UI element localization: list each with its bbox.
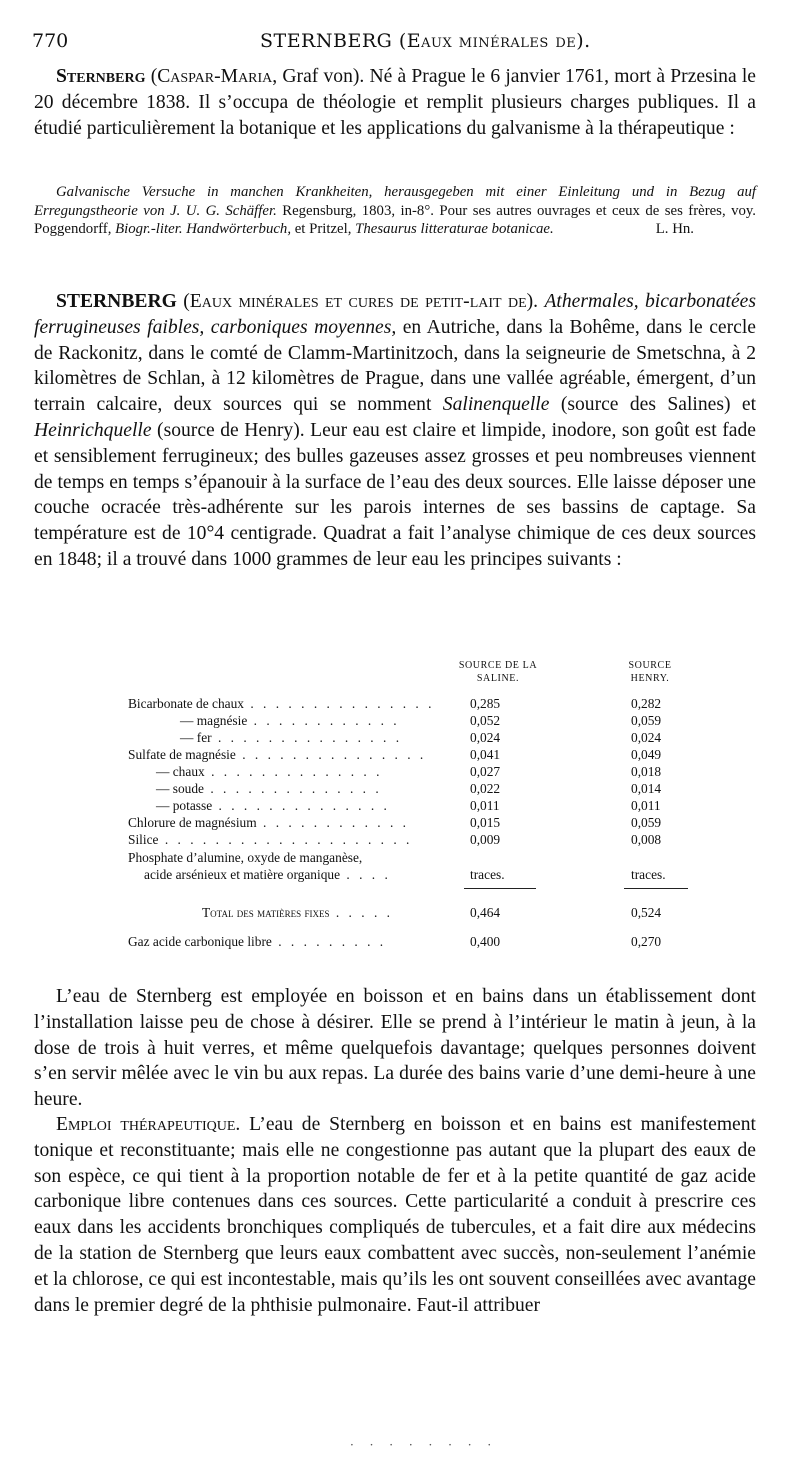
row-value-henry: 0,049 [631,747,662,762]
entry-biography-text: Graf von). Né à Prague le 6 janvier 1761, mort à Przesina le 20 décembre 1838. Il s’occupa de théologie et remplit plusieurs charges publiques. Il a étudié particulièrement la botanique et les applications du galvanisme à la thérapeutique : [34,66,756,139]
therapy-label: Emploi thérapeutique. [56,1114,241,1135]
table-row [128,747,688,764]
row-label: — potasse . . . . . . . . . . . . . . [156,798,390,813]
entry-2-text-2: (source des Salines) et [549,394,757,416]
table-row-phosphate [128,850,688,884]
table-row [128,730,688,747]
row-label-line-2: acide arsénieux et matière organique . . . . [144,867,391,882]
source-name-salinenquelle: Salinenquelle [442,394,550,416]
row-value-henry: traces. [631,867,666,882]
row-value-henry: 0,024 [631,730,662,745]
running-title: STERNBERG (Eaux minérales de). [260,30,591,52]
table-row [128,781,688,798]
row-value-saline: 0,041 [470,747,501,762]
entry-2-text-3: (source de Henry). Leur eau est claire et limpide, inodore, son goût est fade et sensiblement ferrugineux; des bulles gazeuses assez grosses et peu nombreuses viennent de temps en temps s’épanouir à la surface de l’eau des deux sources. Elle laisse déposer une couche ocracée très-adhérente sur les parois internes de ses bassins de captage. Sa température est de 10°4 centigrade. Quadrat a fait l’analyse chimique de ces deux sources en 1848; il a trouvé dans 1000 grammes de leur eau les principes suivants : [34,419,756,570]
column-header-henry: SOURCE HENRY. [628,660,672,684]
table-row [128,815,688,832]
row-label: Bicarbonate de chaux . . . . . . . . . . . . . . . [128,696,435,711]
row-value-saline: 0,015 [470,815,501,830]
row-value-saline: 0,009 [470,832,501,847]
row-value-henry: 0,011 [631,798,661,813]
table-row [128,764,688,781]
source-name-heinrichquelle: Heinrichquelle [34,419,152,441]
total-label: Total des matières fixes . . . . . [202,905,393,920]
entry-sternberg-waters [34,289,756,573]
row-value-saline: 0,024 [470,730,501,745]
row-label: — soude . . . . . . . . . . . . . . [156,781,382,796]
entry-sternberg-biography [34,64,756,141]
row-value-henry: 0,059 [631,713,662,728]
row-value-saline: 0,011 [470,798,500,813]
therapy-text: L’eau de Sternberg en boisson et en bains est manifestement tonique et reconstituante; mais elle ne congestionne pas autant que la plupart des eaux de son espèce, ce qui tient à la proportion notable de fer et à la petite quantité de gaz acide carbonique libre contenues dans ces sources. Cette particularité a conduit à prescrire ces eaux dans les accidents bronchiques compliqués de tubercules, et a fait dire aux médecins de la station de Sternberg que leurs eaux combattent avec succès, non-seulement l’anémie et la chlorose, ce qui est incontestable, mais qu’ils les ont souvent conseillées avec avantage dans le premier degré de la phthisie pulmonaire. Faut-il attribuer [34,1114,756,1316]
bib-title: Galvanische Versuche in manchen Krankheiten, herausgegeben mit einer Einleitung und in Bezug auf Erregungstheorie von J. U. G. Schäffer. [34,184,756,219]
author-signature: L. Hn. [655,221,694,238]
row-label: — magnésie . . . . . . . . . . . . [180,713,400,728]
gas-row [128,934,688,951]
row-value-henry: 0,282 [631,696,662,711]
subtotal-rule-henry [624,888,688,889]
row-value-saline: 0,027 [470,764,501,779]
page-bottom-marks: · · · · · · · · [350,1438,498,1452]
subtotal-rule-saline [464,888,536,889]
bib-title-3: Thesaurus litteraturae botanicae. [355,221,554,238]
entry-2-classification: Athermales, bicarbonatées ferrugineuses faibles, carboniques moyennes, [34,291,756,338]
entry-given-names: (Caspar-Maria, [150,66,278,87]
row-label: Sulfate de magnésie . . . . . . . . . . . . . . . [128,747,427,762]
table-row [128,696,688,713]
page-number: 770 [32,30,69,52]
row-value-henry: 0,008 [631,832,662,847]
row-label-line-1: Phosphate d’alumine, oxyde de manganèse, [128,850,363,865]
therapy-paragraph [34,1112,756,1318]
row-label: Chlorure de magnésium . . . . . . . . . . . . [128,815,410,830]
entry-2-subtitle: (Eaux minérales et cures de petit-lait de). [183,291,539,312]
usage-paragraph: L’eau de Sternberg est employée en boisson et en bains dans un établissement dont l’installation laisse peu de chose à désirer. Elle se prend à l’intérieur le matin à jeun, à la dose de trois à huit verres, et même quelquefois davantage; quelques personnes doivent s’en servir mêlée avec le vin bu aux repas. La durée des bains varie d’une demi-heure à une heure. [34,986,756,1111]
row-value-henry: 0,059 [631,815,662,830]
table-row [128,713,688,730]
total-row [128,905,688,922]
page-header [32,30,760,60]
row-value-saline: 0,285 [470,696,501,711]
row-value-henry: 0,014 [631,781,662,796]
row-value-saline: traces. [470,867,505,882]
row-value-henry: 0,018 [631,764,662,779]
gas-value-henry: 0,270 [631,934,662,949]
bib-details: Regensburg, 1803, in-8°. Pour ses autres ouvrages et ceux de ses frères, voy. Poggendorff, [34,202,757,238]
row-value-saline: 0,022 [470,781,501,796]
row-label: Silice . . . . . . . . . . . . . . . . . . . . [128,832,413,847]
row-label: — chaux . . . . . . . . . . . . . . [156,764,383,779]
table-row [128,798,688,815]
gas-label: Gaz acide carbonique libre . . . . . . . . . [128,934,387,949]
bib-title-2: Biogr.-liter. Handwörterbuch, [115,221,292,238]
row-value-saline: 0,052 [470,713,501,728]
bibliography-note [34,183,756,239]
entry-2-text-1: en Autriche, dans la Bohême, dans le cercle de Rackonitz, dans le comté de Clamm-Martinitzoch, dans la seigneurie de Smetschna, à 2 kilomètres de Schlan, à 12 kilomètres de Prague, dans une vallée agréable, émergent, d’un terrain calcaire, deux sources qui se nomment [34,316,756,416]
row-label: — fer . . . . . . . . . . . . . . . [180,730,403,745]
column-header-saline: SOURCE DE LA SALINE. [458,660,538,684]
gas-value-saline: 0,400 [470,934,501,949]
total-value-henry: 0,524 [631,905,662,920]
entry-2-name: STERNBERG [56,291,177,312]
table-row [128,832,688,849]
total-value-saline: 0,464 [470,905,501,920]
bib-connector: et Pritzel, [291,221,356,238]
entry-name: Sternberg [56,66,146,87]
